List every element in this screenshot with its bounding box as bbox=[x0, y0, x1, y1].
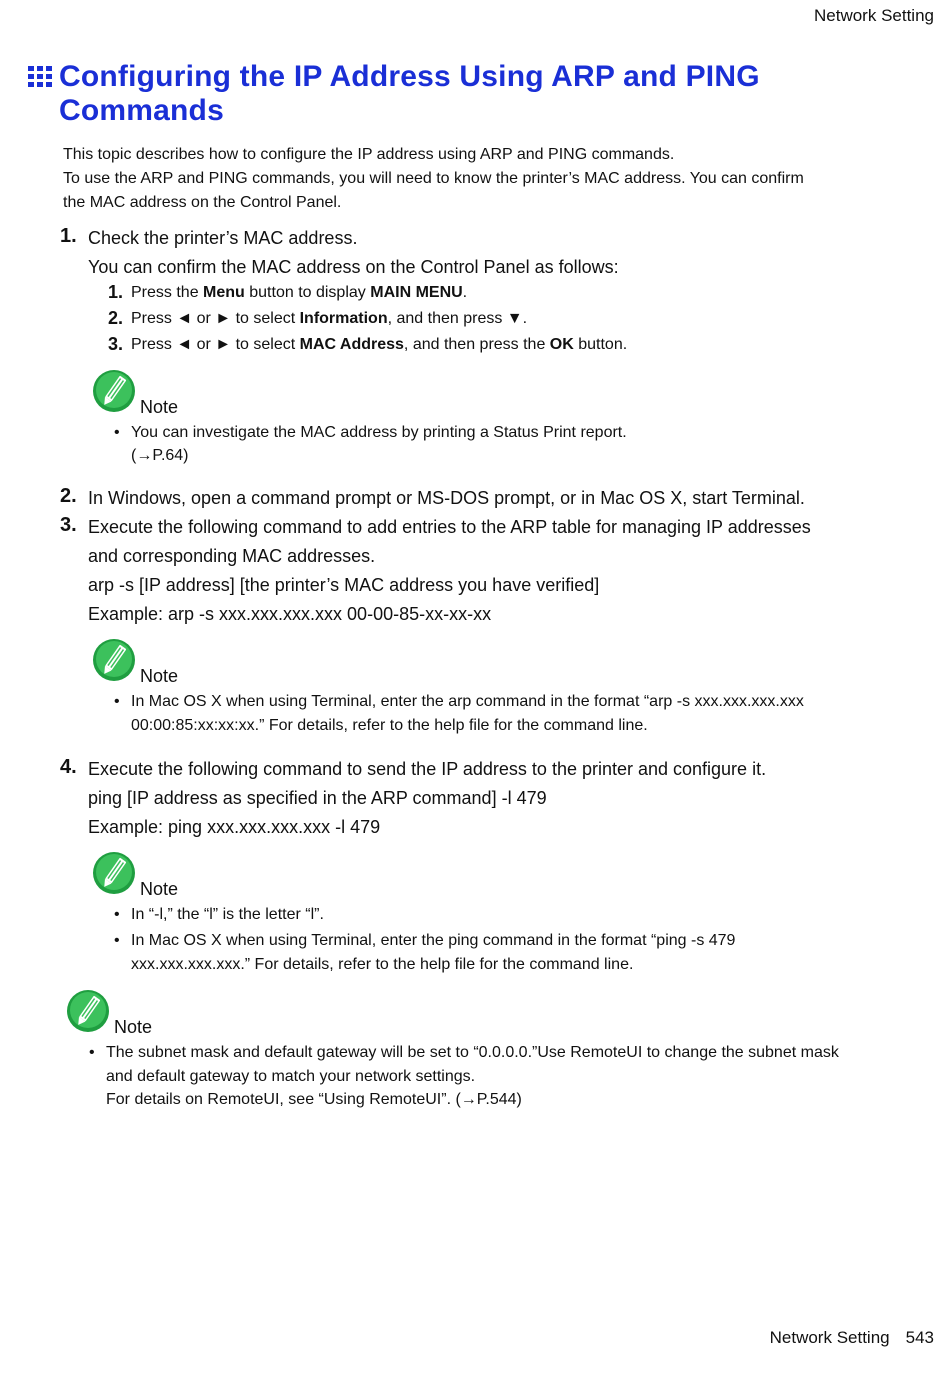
command-example: Example: ping xxx.xxx.xxx.xxx -l 479 bbox=[88, 817, 381, 837]
pencil-note-icon bbox=[92, 369, 136, 413]
note-label: Note bbox=[140, 397, 179, 417]
step-number: 1. bbox=[60, 225, 77, 247]
page-number: 543 bbox=[905, 1328, 934, 1347]
substep-number: 3. bbox=[108, 334, 124, 354]
note-text-line1: You can investigate the MAC address by printing a Status Print report. bbox=[131, 424, 627, 441]
step-number: 3. bbox=[60, 514, 77, 536]
note-text-line1: In Mac OS X when using Terminal, enter the arp command in the format “arp -s xxx.xxx.xxx.xxx bbox=[131, 693, 804, 710]
note-text-line2: xxx.xxx.xxx.xxx.” For details, refer to the help file for the command line. bbox=[131, 956, 634, 973]
note-text-line2: 00:00:85:xx:xx:xx.” For details, refer to the help file for the command line. bbox=[131, 717, 648, 734]
note-text-line1: The subnet mask and default gateway will be set to “0.0.0.0.”Use RemoteUI to change the subnet mask bbox=[106, 1044, 839, 1061]
substep-number: 1. bbox=[108, 282, 124, 302]
page-title-line2: Commands bbox=[59, 94, 224, 127]
step-text: In Windows, open a command prompt or MS-DOS prompt, or in Mac OS X, start Terminal. bbox=[88, 488, 805, 508]
note-text-line3: For details on RemoteUI, see “Using RemoteUI”. (→P.544) bbox=[106, 1091, 522, 1108]
step-sub-intro: You can confirm the MAC address on the Control Panel as follows: bbox=[88, 257, 619, 277]
substep-text: Press ◄ or ► to select MAC Address, and then press the OK button. bbox=[131, 336, 628, 353]
note-text: In “-l,” the “l” is the letter “l”. bbox=[131, 906, 324, 923]
pencil-note-icon bbox=[92, 851, 136, 895]
step-text: Execute the following command to send the IP address to the printer and configure it. bbox=[88, 759, 767, 779]
bullet-dot: • bbox=[114, 424, 120, 441]
note-text-line2: and default gateway to match your network settings. bbox=[106, 1068, 476, 1085]
intro-line1: This topic describes how to configure the IP address using ARP and PING commands. bbox=[63, 146, 675, 163]
command-syntax: ping [IP address as specified in the ARP command] -l 479 bbox=[88, 788, 547, 808]
note-label: Note bbox=[140, 879, 179, 899]
step-text-line2: and corresponding MAC addresses. bbox=[88, 546, 376, 566]
pencil-note-icon bbox=[92, 638, 136, 682]
footer-section: Network Setting bbox=[769, 1328, 890, 1347]
command-example: Example: arp -s xxx.xxx.xxx.xxx 00-00-85-xx-xx-xx bbox=[88, 604, 492, 624]
note-label: Note bbox=[140, 666, 179, 686]
step-text-line1: Execute the following command to add entries to the ARP table for managing IP addresses bbox=[88, 517, 811, 537]
substep-number: 2. bbox=[108, 308, 124, 328]
note-label: Note bbox=[114, 1017, 153, 1037]
step-number: 2. bbox=[60, 485, 77, 507]
substep-text: Press the Menu button to display MAIN MENU. bbox=[131, 284, 468, 301]
note-text-line1: In Mac OS X when using Terminal, enter the ping command in the format “ping -s 479 bbox=[131, 932, 736, 949]
substep-text: Press ◄ or ► to select Information, and then press ▼. bbox=[131, 310, 528, 327]
intro-line3: the MAC address on the Control Panel. bbox=[63, 194, 342, 211]
step-number: 4. bbox=[60, 756, 77, 778]
running-header: Network Setting bbox=[814, 6, 934, 25]
command-syntax: arp -s [IP address] [the printer’s MAC address you have verified] bbox=[88, 575, 600, 595]
page-title-line1: Configuring the IP Address Using ARP and PING bbox=[59, 60, 760, 93]
note-text-line2: (→P.64) bbox=[131, 447, 189, 464]
footer bbox=[770, 1328, 934, 1348]
section-grid-icon bbox=[28, 66, 54, 88]
bullet-dot: • bbox=[114, 932, 120, 949]
pencil-note-icon bbox=[66, 989, 110, 1033]
bullet-dot: • bbox=[89, 1044, 95, 1061]
bullet-dot: • bbox=[114, 693, 120, 710]
bullet-dot: • bbox=[114, 906, 120, 923]
step-text: Check the printer’s MAC address. bbox=[88, 228, 358, 248]
intro-line2: To use the ARP and PING commands, you will need to know the printer’s MAC address. You can confirm bbox=[63, 170, 804, 187]
